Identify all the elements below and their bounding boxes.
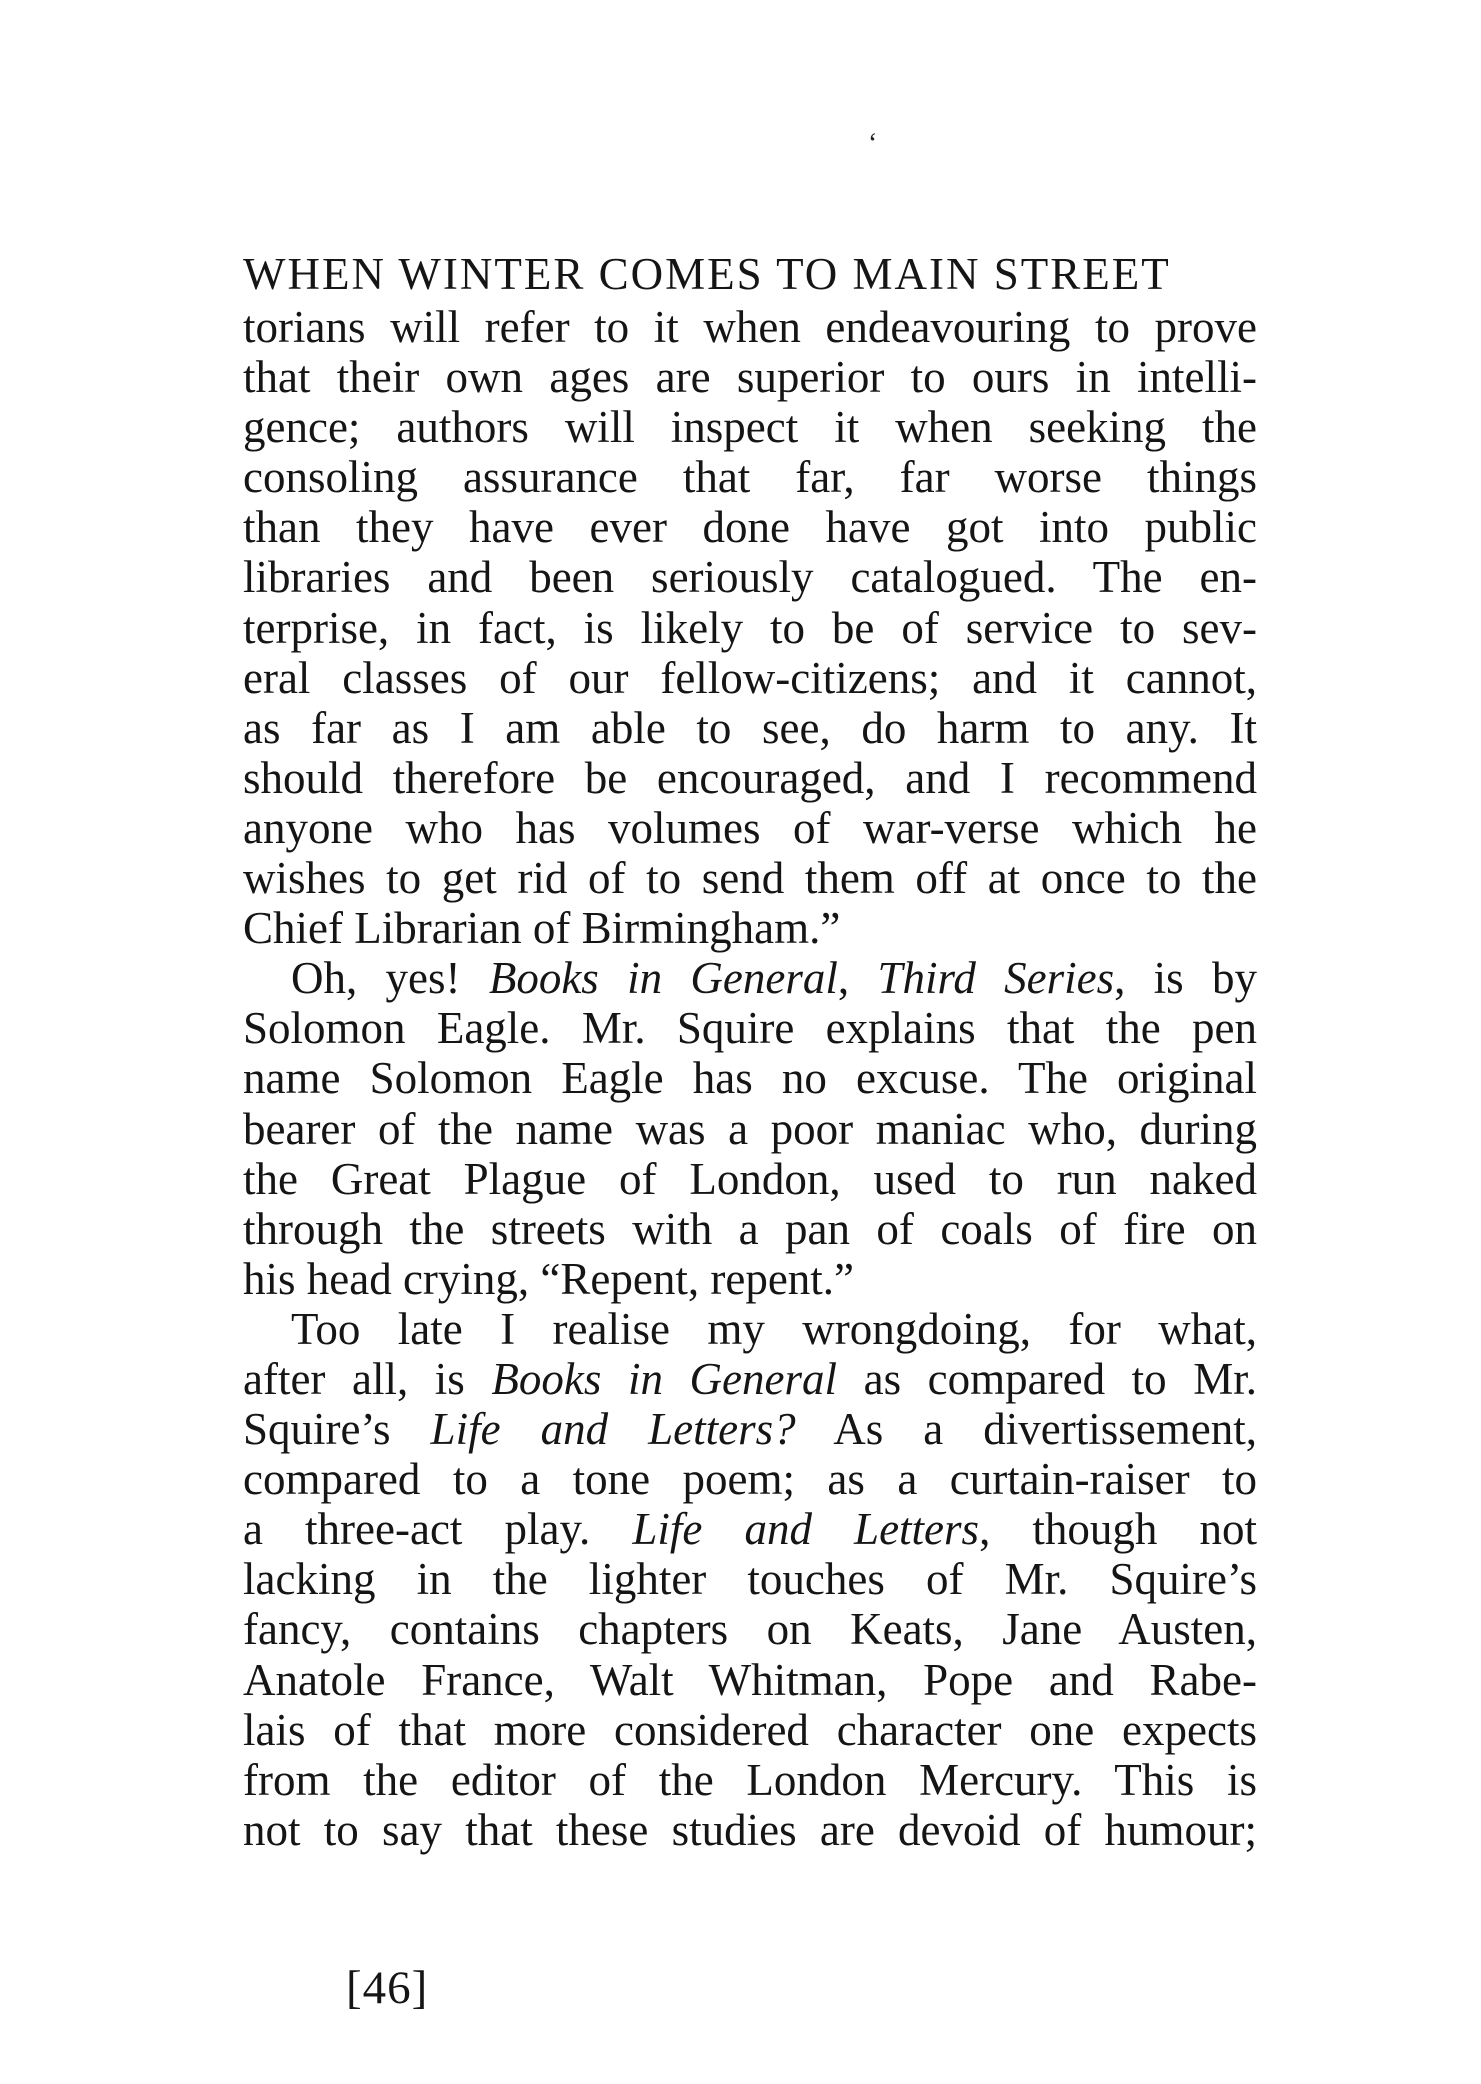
text-line [243, 1604, 1257, 1654]
text-line [243, 1404, 1257, 1454]
text-segment: Chief Librarian of Birmingham.” [243, 903, 841, 954]
text-segment: , [837, 953, 878, 1004]
stray-ink-mark: ʻ [868, 128, 878, 159]
text-segment: bearer of the name was a poor maniac who, during [243, 1103, 1257, 1154]
text-segment: wishes to get rid of to send them off at once to the [243, 853, 1257, 904]
text-line [243, 302, 1257, 352]
text-segment: , though not [979, 1504, 1257, 1555]
text-segment: should therefore be encouraged, and I recommend [243, 752, 1257, 803]
text-segment: compared to a tone poem; as a curtain-raiser to [243, 1454, 1257, 1505]
text-segment: than they have ever done have got into public [243, 502, 1257, 553]
text-line [243, 1003, 1257, 1053]
text-line [243, 402, 1257, 452]
text-line [243, 1705, 1257, 1755]
text-line [243, 1504, 1257, 1554]
italic-title: Life and Letters? [430, 1404, 796, 1455]
text-line [243, 352, 1257, 402]
italic-title: Third Series [877, 953, 1115, 1004]
text-line [243, 1254, 1257, 1304]
text-segment: Solomon Eagle. Mr. Squire explains that the pen [243, 1003, 1257, 1054]
text-line [243, 1204, 1257, 1254]
text-line [243, 653, 1257, 703]
text-segment: eral classes of our fellow-citizens; and it cannot, [243, 652, 1257, 703]
text-segment: terprise, in fact, is likely to be of service to sev- [243, 602, 1257, 653]
text-line [243, 603, 1257, 653]
text-segment: his head crying, “Repent, repent.” [243, 1253, 855, 1304]
text-segment: lacking in the lighter touches of Mr. Squire’s [243, 1554, 1257, 1605]
text-segment: Squire’s [243, 1404, 431, 1455]
text-segment: as compared to Mr. [837, 1353, 1257, 1404]
text-segment: not to say that these studies are devoid of humour; [243, 1804, 1257, 1855]
italic-title: Life and Letters [632, 1504, 980, 1555]
text-line [243, 1755, 1257, 1805]
text-segment: gence; authors will inspect it when seeking the [243, 402, 1257, 453]
text-segment: Anatole France, Walt Whitman, Pope and Rabe- [243, 1654, 1257, 1705]
text-segment: fancy, contains chapters on Keats, Jane Austen, [243, 1604, 1257, 1655]
text-line [243, 1454, 1257, 1504]
text-segment: name Solomon Eagle has no excuse. The original [243, 1053, 1257, 1104]
text-line [243, 803, 1257, 853]
text-line [243, 1354, 1257, 1404]
text-segment: Too late I realise my wrongdoing, for what, [291, 1303, 1257, 1354]
text-segment: libraries and been seriously catalogued. The en- [243, 552, 1257, 603]
text-segment: a three-act play. [243, 1504, 633, 1555]
body-text [243, 302, 1257, 1855]
page-number: [46] [346, 1962, 429, 2014]
text-line [243, 1053, 1257, 1103]
italic-title: Books in General [488, 953, 838, 1004]
text-segment: anyone who has volumes of war-verse which he [243, 802, 1257, 853]
text-segment: the Great Plague of London, used to run naked [243, 1153, 1257, 1204]
text-segment: , is by [1114, 953, 1257, 1004]
text-segment: Oh, yes! [291, 953, 489, 1004]
text-line [243, 452, 1257, 502]
text-line [243, 953, 1257, 1003]
running-head: WHEN WINTER COMES TO MAIN STREET [243, 249, 1171, 299]
text-line [243, 1304, 1257, 1354]
text-segment: as far as I am able to see, do harm to any. It [243, 702, 1257, 753]
text-line [243, 1154, 1257, 1204]
text-segment: after all, is [243, 1353, 492, 1404]
text-line [243, 903, 1257, 953]
text-line [243, 853, 1257, 903]
text-line [243, 1655, 1257, 1705]
text-segment: from the editor of the London Mercury. This is [243, 1754, 1257, 1805]
text-segment: consoling assurance that far, far worse things [243, 452, 1257, 503]
text-line [243, 753, 1257, 803]
text-line [243, 703, 1257, 753]
text-line [243, 552, 1257, 602]
italic-title: Books in General [491, 1353, 838, 1404]
text-segment: torians will refer to it when endeavouring to prove [243, 302, 1257, 352]
text-line [243, 1554, 1257, 1604]
text-segment: through the streets with a pan of coals of fire on [243, 1203, 1257, 1254]
text-segment: that their own ages are superior to ours in intelli- [243, 352, 1257, 403]
text-segment: As a divertissement, [795, 1404, 1257, 1455]
text-line [243, 1805, 1257, 1855]
text-segment: lais of that more considered character one expects [243, 1704, 1257, 1755]
text-line [243, 1104, 1257, 1154]
text-line [243, 502, 1257, 552]
